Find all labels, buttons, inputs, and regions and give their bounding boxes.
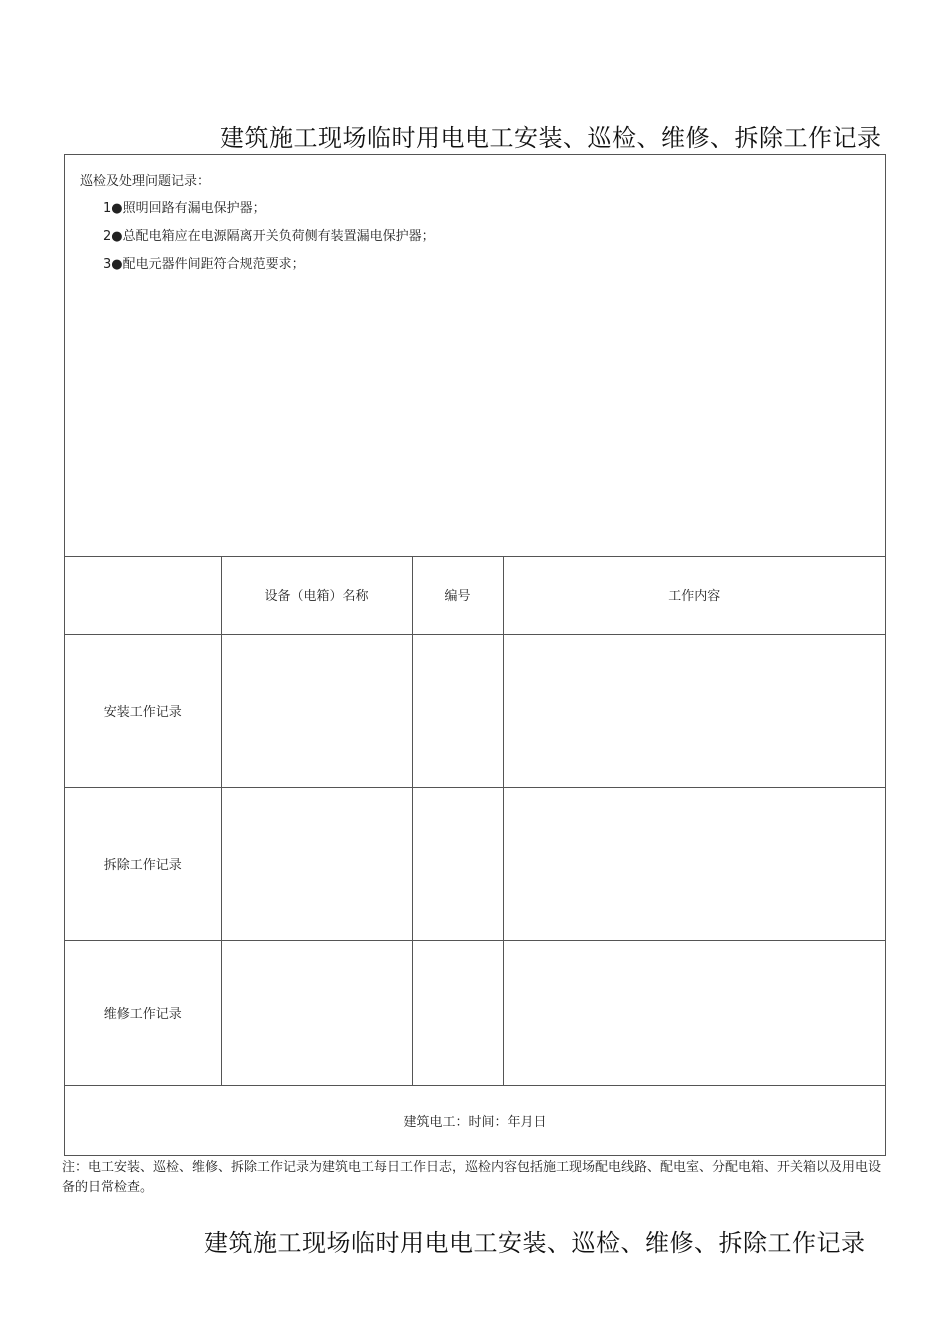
page-title: 建筑施工现场临时用电电工安装、巡检、维修、拆除工作记录: [220, 124, 882, 152]
inspection-item: 3●配电元器件间距符合规范要求；: [103, 257, 305, 272]
table-row-install: [65, 634, 885, 787]
number-cell[interactable]: [412, 787, 503, 940]
table-header-row: [65, 556, 885, 634]
header-cell-number: 编号: [412, 556, 503, 634]
work-record-table: [65, 556, 885, 1156]
table-row-repair: [65, 940, 885, 1085]
work-content-cell[interactable]: [503, 634, 885, 787]
footnote: 注：电工安装、巡检、维修、拆除工作记录为建筑电工每日工作日志，巡检内容包括施工现场配电线路、配电室、分配电箱、开关箱以及用电设备的日常检查。: [62, 1160, 882, 1195]
header-cell-blank: [65, 556, 221, 634]
inspection-section: [65, 155, 885, 557]
row-label-repair: 维修工作记录: [65, 940, 221, 1085]
header-cell-equipment-name: 设备（电箱）名称: [221, 556, 412, 634]
inspection-item: 1●照明回路有漏电保护器；: [103, 201, 266, 216]
work-content-cell[interactable]: [503, 787, 885, 940]
inspection-item: 2●总配电箱应在电源隔离开关负荷侧有装置漏电保护器；: [103, 229, 435, 244]
page-title-repeat: 建筑施工现场临时用电电工安装、巡检、维修、拆除工作记录: [204, 1229, 866, 1257]
signature-row: [65, 1085, 885, 1156]
row-label-install: 安装工作记录: [65, 634, 221, 787]
equipment-name-cell[interactable]: [221, 634, 412, 787]
row-label-dismantle: 拆除工作记录: [65, 787, 221, 940]
table-row-dismantle: [65, 787, 885, 940]
record-form: [64, 154, 886, 1156]
number-cell[interactable]: [412, 634, 503, 787]
equipment-name-cell[interactable]: [221, 787, 412, 940]
equipment-name-cell[interactable]: [221, 940, 412, 1085]
signature-line: 建筑电工：时间：年月日: [65, 1085, 885, 1156]
header-cell-work-content: 工作内容: [503, 556, 885, 634]
inspection-heading: 巡检及处理问题记录：: [80, 174, 211, 189]
number-cell[interactable]: [412, 940, 503, 1085]
work-content-cell[interactable]: [503, 940, 885, 1085]
